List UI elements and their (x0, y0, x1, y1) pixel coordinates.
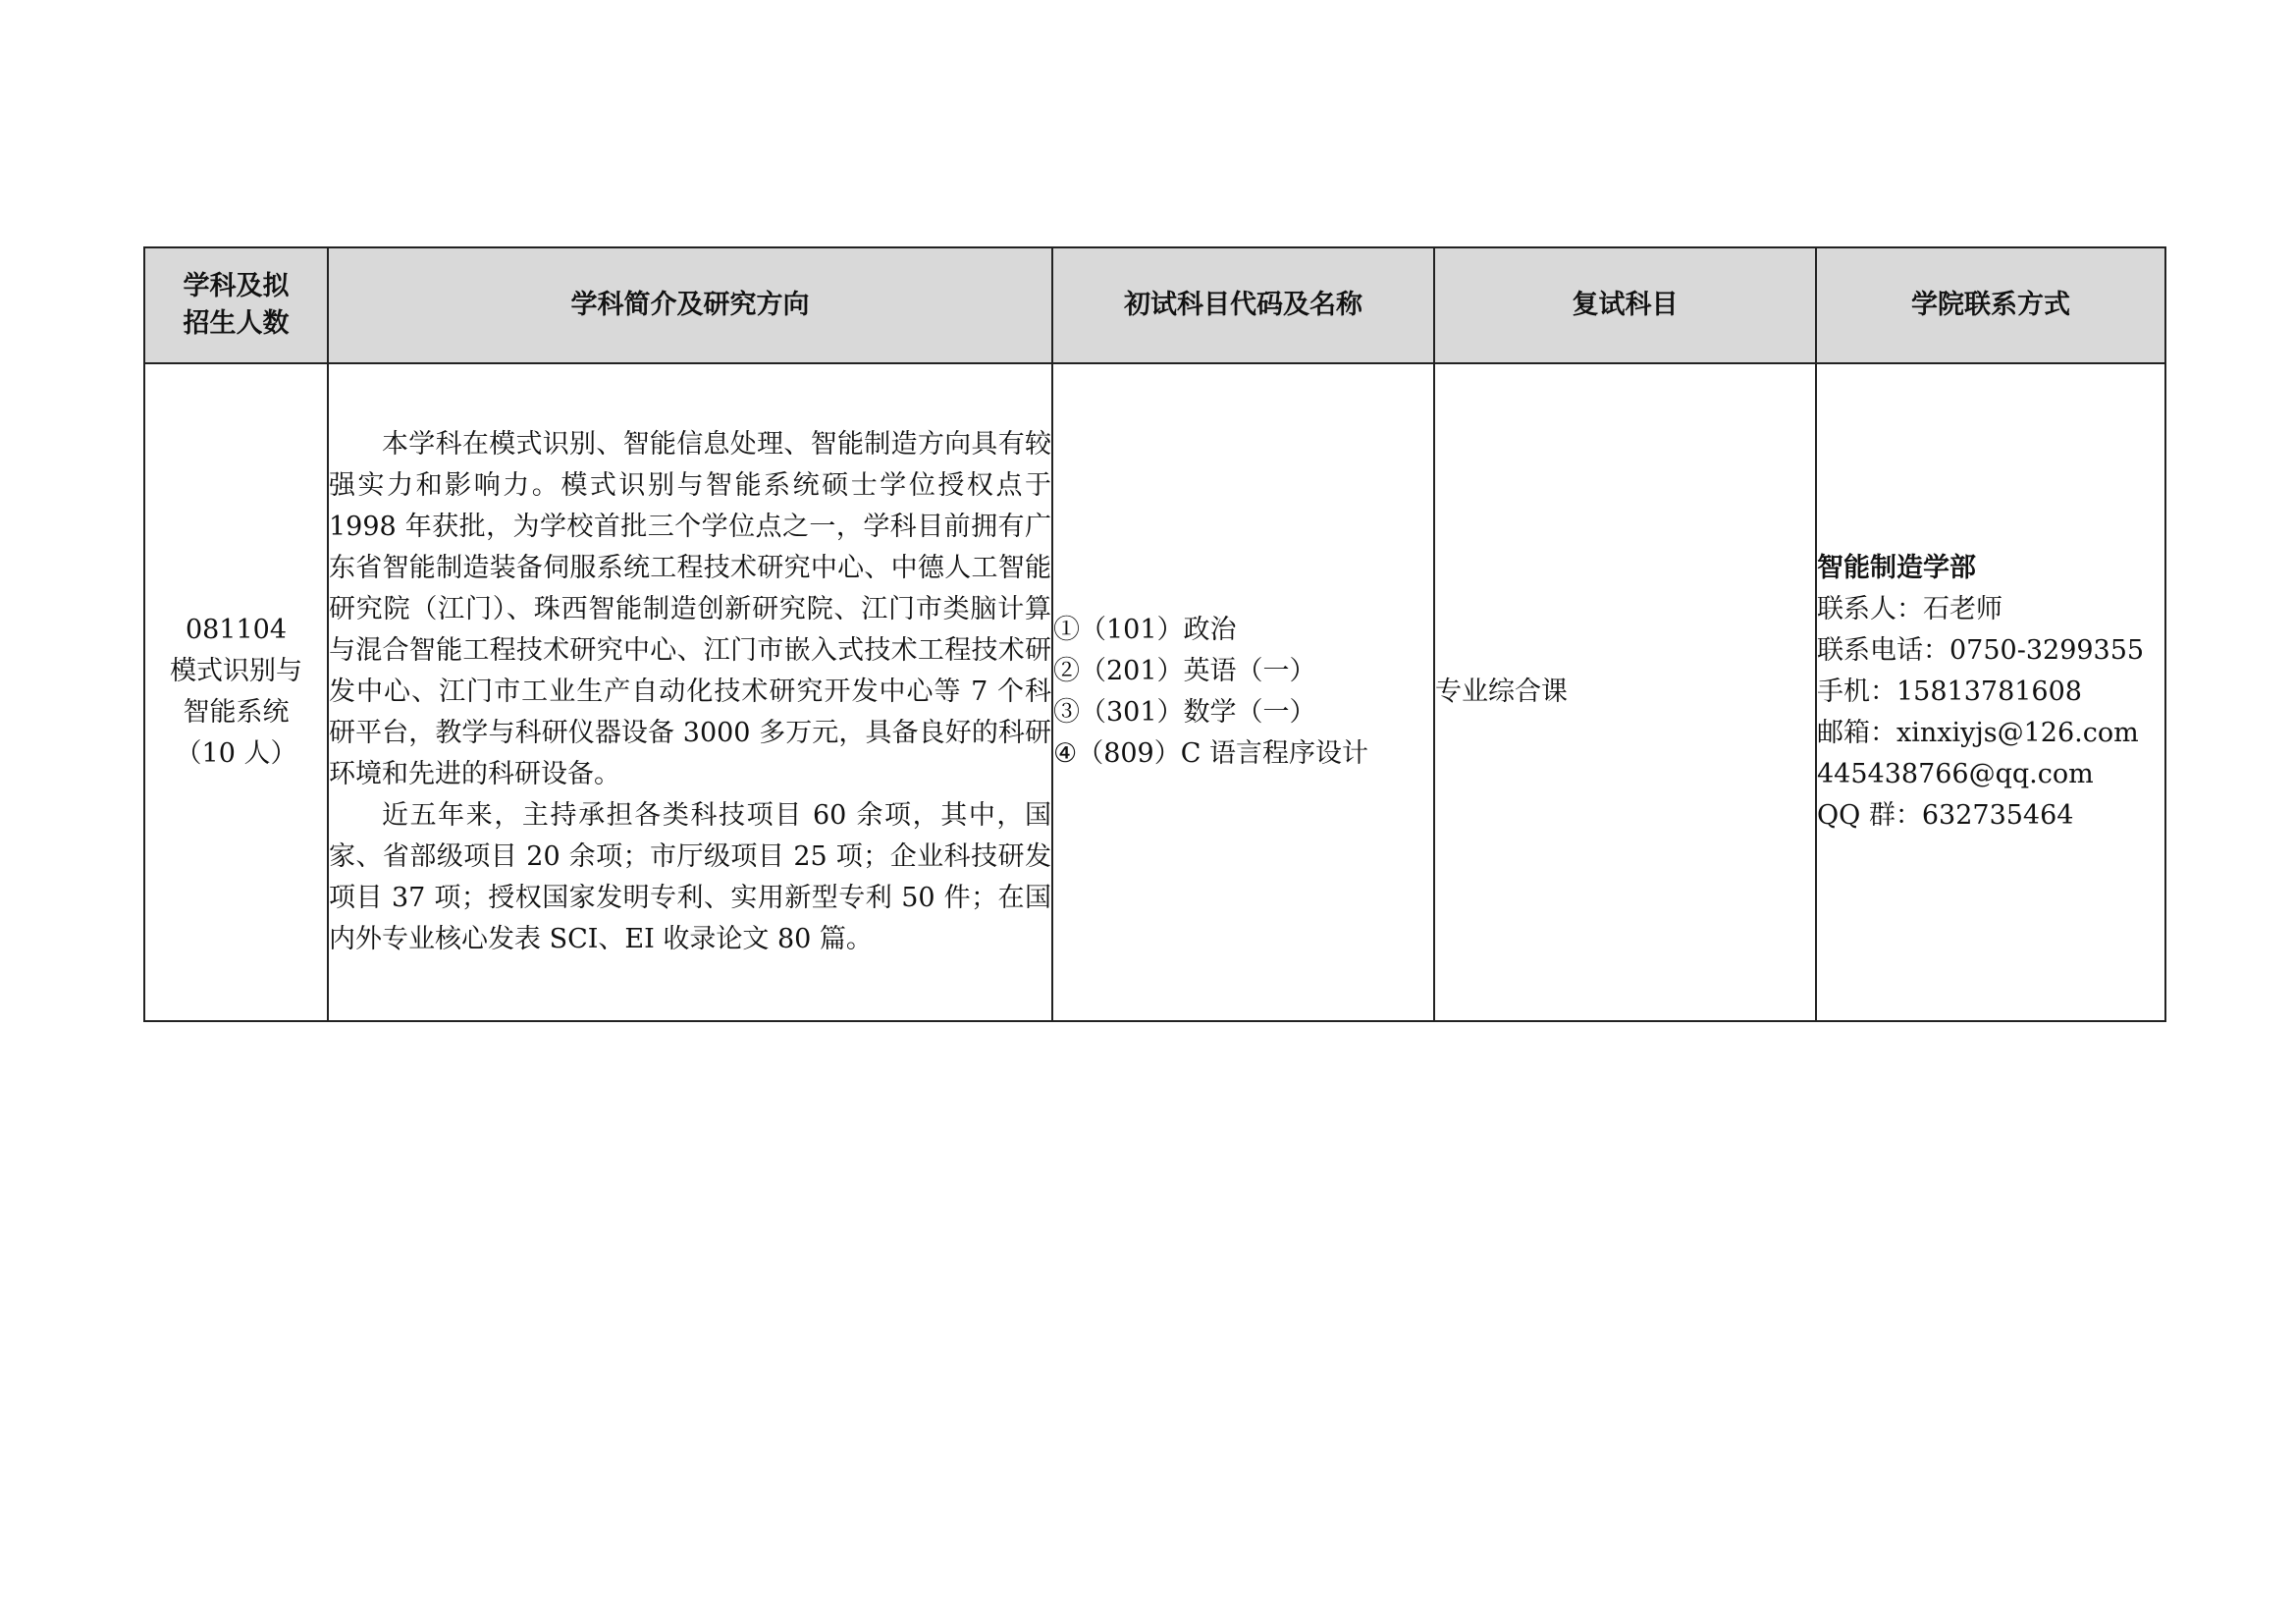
contact-person: 联系人：石老师 (1817, 594, 2002, 624)
contact-email-secondary: 445438766@qq.com (1817, 759, 2094, 789)
contact-email: 邮箱：xinxiyjs@126.com (1817, 718, 2139, 748)
header-subject-label: 学科及拟招生人数 (183, 271, 290, 339)
contact-phone: 联系电话：0750-3299355 (1817, 635, 2145, 666)
exam-item: ③（301）数学（一） (1053, 697, 1316, 728)
header-retest: 复试科目 (1434, 247, 1816, 363)
contact-cell (1816, 363, 2165, 1021)
subject-name-line1: 模式识别与 (170, 656, 302, 686)
table-row (144, 363, 2165, 1021)
initial-exam-cell (1052, 363, 1434, 1021)
header-initial-exam: 初试科目代码及名称 (1052, 247, 1434, 363)
contact-department: 智能制造学部 (1817, 553, 1976, 583)
intro-cell (328, 363, 1052, 1021)
intro-paragraph-1: 本学科在模式识别、智能信息处理、智能制造方向具有较强实力和影响力。模式识别与智能系统硕士学位授权点于 1998 年获批，为学校首批三个学位点之一，学科目前拥有广东省智能制造装备伺服系统工程技术研究中心、中德人工智能研究院（江门）、珠西智能制造创新研究院、江门市类脑计算与混合智能工程技术研究中心、江门市嵌入式技术工程技术研发中心、江门市工业生产自动化技术研究开发中心等 7 个科研平台，教学与科研仪器设备 3000 多万元，具备良好的科研环境和先进的科研设备。 (329, 429, 1051, 789)
retest-cell (1434, 363, 1816, 1021)
header-contact: 学院联系方式 (1816, 247, 2165, 363)
exam-item: ④（809）C 语言程序设计 (1053, 738, 1368, 769)
table-header-row (144, 247, 2165, 363)
exam-item: ①（101）政治 (1053, 615, 1237, 645)
contact-mobile: 手机：15813781608 (1817, 677, 2082, 707)
subject-quota: （10 人） (175, 738, 297, 769)
header-subject (144, 247, 328, 363)
subject-cell (144, 363, 328, 1021)
subject-name-line2: 智能系统 (183, 697, 290, 728)
exam-item: ②（201）英语（一） (1053, 656, 1316, 686)
header-intro: 学科简介及研究方向 (328, 247, 1052, 363)
contact-qq-group: QQ 群：632735464 (1817, 800, 2074, 831)
intro-paragraph-2: 近五年来，主持承担各类科技项目 60 余项，其中，国家、省部级项目 20 余项；市厅级项目 25 项；企业科技研发项目 37 项；授权国家发明专利、实用新型专利 50 件；在国内外专业核心发表 SCI、EI 收录论文 80 篇。 (329, 800, 1051, 954)
subject-code: 081104 (185, 615, 288, 645)
retest-subject: 专业综合课 (1435, 677, 1568, 707)
admissions-table (143, 246, 2166, 1022)
